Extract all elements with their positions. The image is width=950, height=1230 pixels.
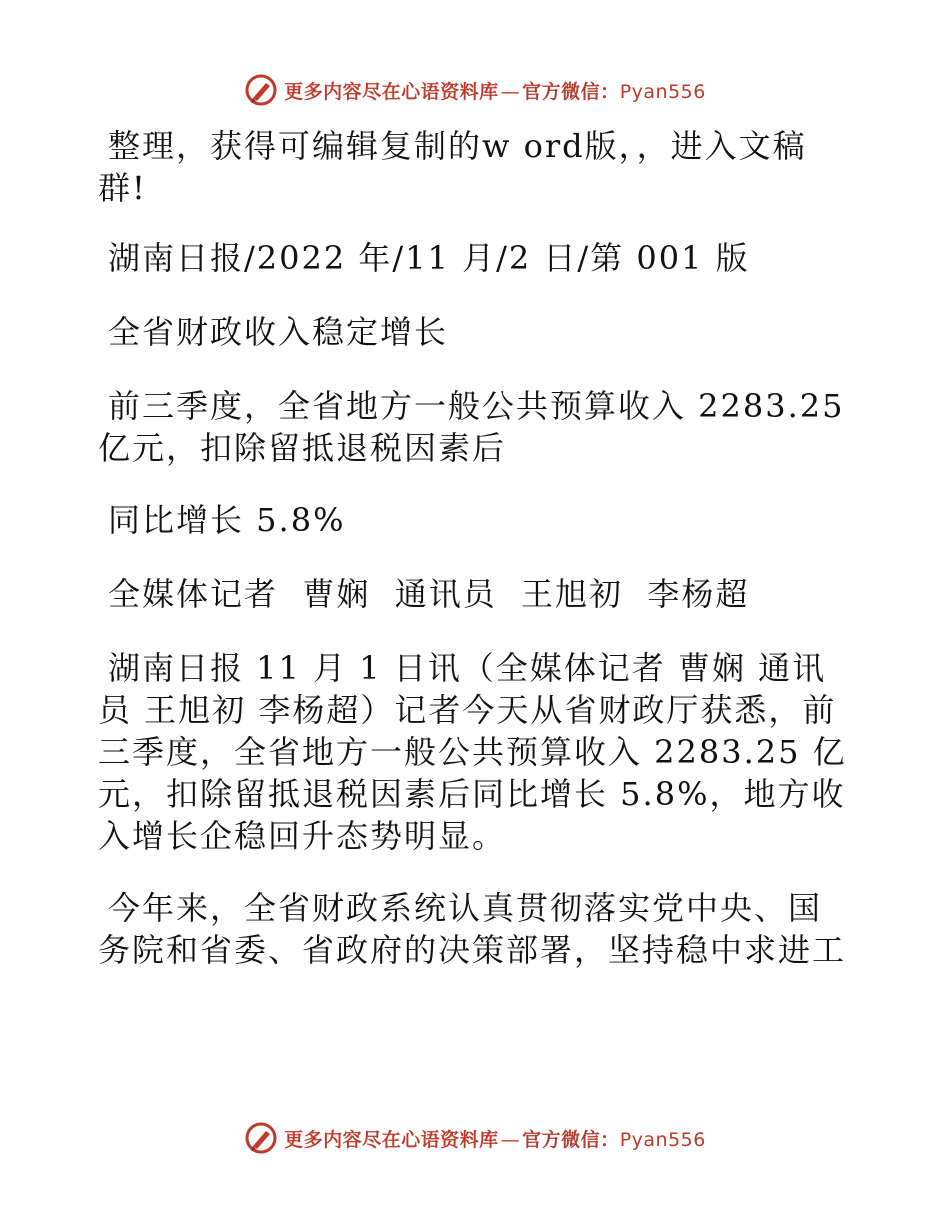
banner-dash: — [500,1128,521,1151]
text-line: 入增长企稳回升态势明显。 [98,817,507,855]
document-body [98,118,854,968]
paragraph-lead [98,650,854,854]
text-line: 元，扣除留抵退税因素后同比增长 5.8%，地方收 [98,775,846,813]
text-line: 湖南日报 11 月 1 日讯（全媒体记者 曹娴 通讯 [108,649,827,687]
banner-dash: — [500,80,521,103]
pen-logo-icon [244,73,278,107]
text-line: 群! [98,169,147,207]
banner-label: 官方微信： [522,80,620,103]
banner-id: Pyan556 [619,1128,706,1151]
text-line: 全省财政收入稳定增长 [108,313,449,351]
text-line: 员 王旭初 李杨超）记者今天从省财政厅获悉，前 [98,691,837,729]
text-line: 同比增长 5.8% [108,501,346,539]
pen-logo-icon [244,1121,278,1155]
paragraph-growth [98,502,854,538]
banner-site: 更多内容尽在心语资料库 [284,80,499,103]
footer-banner [0,1118,950,1158]
text-line: 全媒体记者 曹娴 通讯员 王旭初 李杨超 [108,575,750,613]
text-line: 务院和省委、省政府的决策部署，坚持稳中求进工 [98,931,847,969]
text-line: 今年来，全省财政系统认真贯彻落实党中央、国 [108,889,823,927]
banner-text [284,77,706,104]
paragraph-headline [98,314,854,350]
banner-text [284,1125,706,1152]
text-line: 湖南日报/2022 年/11 月/2 日/第 001 版 [108,239,750,277]
paragraph-source [98,240,854,276]
header-banner [0,70,950,110]
text-line: 整理，获得可编辑复制的w ord版，，进入文稿 [108,127,807,165]
paragraph-body [98,890,854,968]
banner-label: 官方微信： [522,1128,620,1151]
text-line: 亿元，扣除留抵退税因素后 [98,429,507,467]
paragraph-byline [98,576,854,612]
text-line: 三季度，全省地方一般公共预算收入 2283.25 亿 [98,733,847,771]
paragraph-intro [98,128,854,206]
banner-id: Pyan556 [619,80,706,103]
banner-site: 更多内容尽在心语资料库 [284,1128,499,1151]
text-line: 前三季度，全省地方一般公共预算收入 2283.25 [108,387,845,425]
paragraph-subhead [98,388,854,466]
